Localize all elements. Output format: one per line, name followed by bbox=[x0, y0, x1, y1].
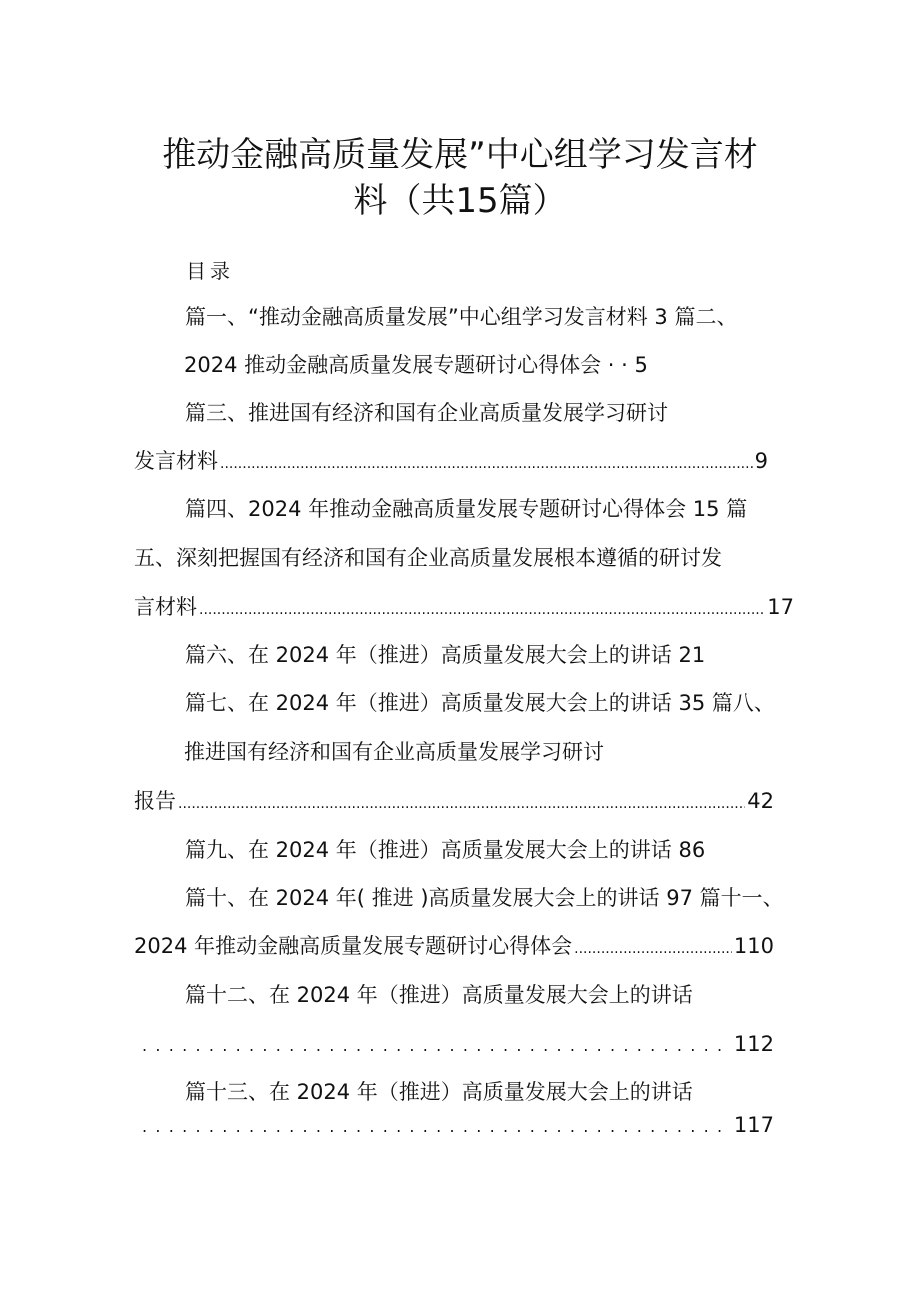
dot-leader bbox=[142, 1115, 732, 1136]
toc-entry bbox=[134, 451, 768, 472]
toc-line: 篇十三、在 2024 年（推进）高质量发展大会上的讲话 bbox=[185, 1080, 693, 1104]
toc-entry bbox=[140, 1115, 774, 1136]
toc-heading: 目录 bbox=[186, 259, 234, 283]
document-title-line-2: 料（共15篇） bbox=[353, 181, 567, 221]
toc-page-number: 110 bbox=[733, 934, 774, 958]
toc-page-number: 9 bbox=[754, 449, 768, 473]
dot-leader bbox=[199, 597, 765, 618]
toc-page-number: 17 bbox=[767, 595, 794, 619]
toc-entry-title: 发言材料 bbox=[134, 449, 218, 473]
toc-page-number: 117 bbox=[733, 1113, 774, 1137]
toc-entry bbox=[134, 936, 774, 957]
toc-line: 篇七、在 2024 年（推进）高质量发展大会上的讲话 35 篇八、 bbox=[185, 691, 775, 715]
toc-page-number: 112 bbox=[733, 1032, 774, 1056]
toc-line: 篇九、在 2024 年（推进）高质量发展大会上的讲话 86 bbox=[185, 838, 706, 862]
toc-line: 篇三、推进国有经济和国有企业高质量发展学习研讨 bbox=[185, 401, 668, 425]
toc-page-number: 42 bbox=[747, 789, 774, 813]
dot-leader bbox=[574, 936, 732, 957]
toc-line: 篇十、在 2024 年( 推进 )高质量发展大会上的讲话 97 篇十一、 bbox=[185, 886, 784, 910]
dot-leader bbox=[142, 1034, 732, 1055]
toc-line: 2024 推动金融高质量发展专题研讨心得体会 · · 5 bbox=[184, 353, 648, 377]
toc-line: 篇一、“推动金融高质量发展”中心组学习发言材料 3 篇二、 bbox=[185, 305, 738, 329]
toc-line: 推进国有经济和国有企业高质量发展学习研讨 bbox=[184, 740, 604, 764]
toc-entry-title: 言材料 bbox=[134, 595, 197, 619]
toc-entry bbox=[134, 791, 774, 812]
toc-entry bbox=[134, 597, 794, 618]
dot-leader bbox=[220, 451, 753, 472]
document-title-line-1: 推动金融高质量发展”中心组学习发言材 bbox=[162, 135, 758, 175]
dot-leader bbox=[178, 791, 745, 812]
toc-line: 五、深刻把握国有经济和国有企业高质量发展根本遵循的研讨发 bbox=[134, 546, 722, 570]
toc-entry-title: 报告 bbox=[134, 789, 176, 813]
toc-entry bbox=[140, 1034, 774, 1055]
toc-line: 篇四、2024 年推动金融高质量发展专题研讨心得体会 15 篇 bbox=[185, 497, 748, 521]
toc-entry-title: 2024 年推动金融高质量发展专题研讨心得体会 bbox=[134, 934, 573, 958]
toc-line: 篇十二、在 2024 年（推进）高质量发展大会上的讲话 bbox=[185, 983, 693, 1007]
toc-line: 篇六、在 2024 年（推进）高质量发展大会上的讲话 21 bbox=[185, 643, 706, 667]
